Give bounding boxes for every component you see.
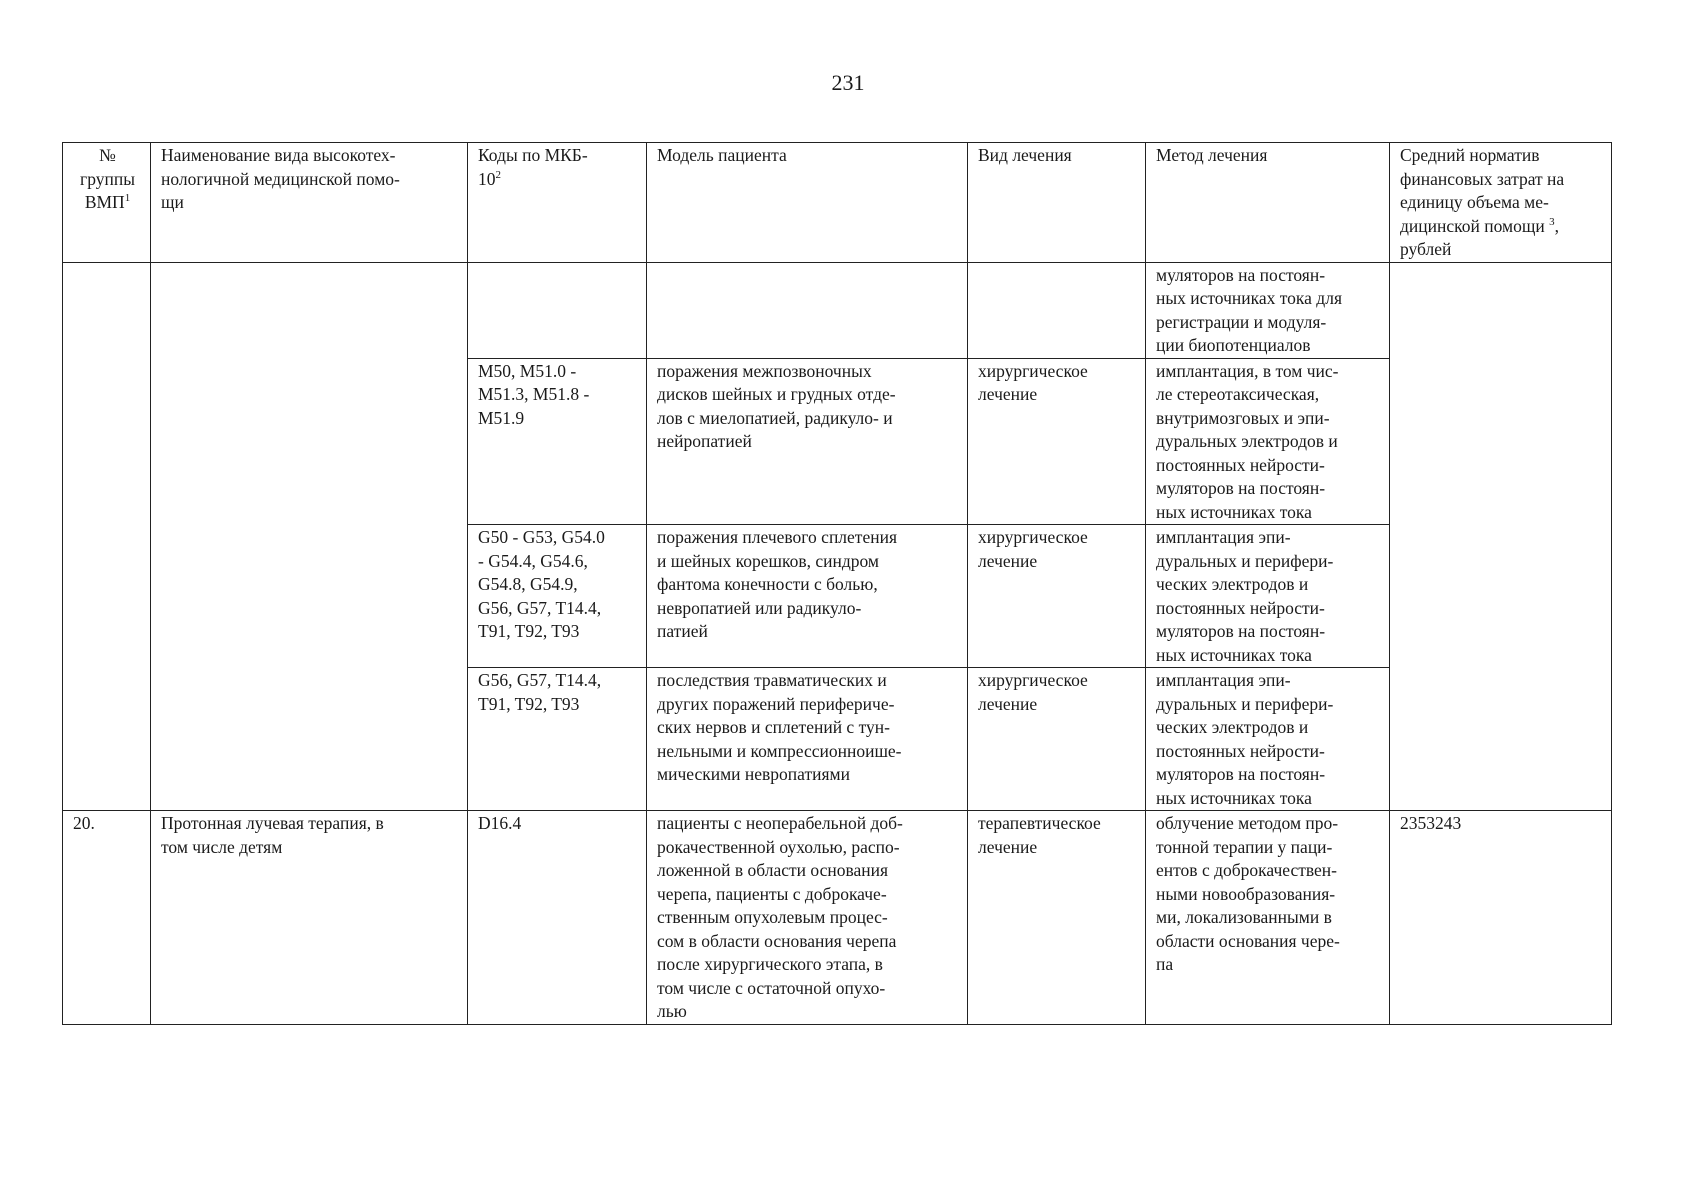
cell-icd-codes: D16.4: [468, 811, 647, 1025]
cell-group-no: [63, 262, 151, 811]
page-number: 231: [831, 70, 865, 95]
cell-treatment-method: имплантация, в том чис- ле стереотаксическая, внутримозговых и эпи- дуральных электродов и постоянных нейрости- муляторов на постоян- ных источниках тока: [1146, 358, 1390, 525]
cell-patient-model: пациенты с неоперабельной доб- рокачественной оухолью, распо- ложенной в области основания черепа, пациенты с доброкаче- ственным опухолевым процес- сом в области основания черепа после хирургического этапа, в том числе с остаточной опухо- лью: [647, 811, 968, 1025]
cell-patient-model: поражения межпозвоночных дисков шейных и грудных отде- лов с миелопатией, радикуло- и нейропатией: [647, 358, 968, 525]
cell-icd-codes: G50 - G53, G54.0 - G54.4, G54.6, G54.8, G54.9, G56, G57, T14.4, T91, T92, T93: [468, 525, 647, 668]
cell-icd-codes: M50, M51.0 - M51.3, M51.8 - M51.9: [468, 358, 647, 525]
cell-patient-model: поражения плечевого сплетения и шейных корешков, синдром фантома конечности с болью, невропатией или радикуло- патией: [647, 525, 968, 668]
cell-cost-norm: 2353243: [1390, 811, 1612, 1025]
cell-treatment-method: муляторов на постоян- ных источниках тока для регистрации и модуля- ции биопотенциалов: [1146, 262, 1390, 358]
table-header-row: [63, 143, 1612, 263]
table-row: [63, 811, 1612, 1025]
header-cost-norm: Средний норматив финансовых затрат на единицу объема ме- дицинской помощи $^3$, рублей: [1390, 143, 1612, 263]
header-treatment-type: Вид лечения: [968, 143, 1146, 263]
header-icd-codes: Коды по МКБ- $10^2$: [468, 143, 647, 263]
cell-patient-model: последствия травматических и других поражений перифериче- ских нервов и сплетений с тун- нельными и компрессионноише- мическими невропатиями: [647, 668, 968, 811]
cell-care-type: [151, 262, 468, 811]
cell-patient-model: [647, 262, 968, 358]
cell-treatment-method: имплантация эпи- дуральных и перифери- ческих электродов и постоянных нейрости- муляторов на постоян- ных источниках тока: [1146, 525, 1390, 668]
cell-group-no: 20.: [63, 811, 151, 1025]
vmp-table: [62, 142, 1612, 1025]
cell-cost-norm: [1390, 262, 1612, 811]
cell-icd-codes: G56, G57, T14.4, T91, T92, T93: [468, 668, 647, 811]
cell-treatment-method: имплантация эпи- дуральных и перифери- ческих электродов и постоянных нейрости- муляторов на постоян- ных источниках тока: [1146, 668, 1390, 811]
cell-treatment-type: терапевтическое лечение: [968, 811, 1146, 1025]
header-care-type: Наименование вида высокотех- нологичной медицинской помо- щи: [151, 143, 468, 263]
header-group-no: № группы ВМП$^1$: [63, 143, 151, 263]
cell-treatment-type: хирургическое лечение: [968, 358, 1146, 525]
cell-treatment-type: хирургическое лечение: [968, 525, 1146, 668]
cell-treatment-type: [968, 262, 1146, 358]
cell-treatment-method: облучение методом про- тонной терапии у паци- ентов с доброкачествен- ными новообразования- ми, локализованными в области основания чере- па: [1146, 811, 1390, 1025]
cell-care-type: Протонная лучевая терапия, в том числе детям: [151, 811, 468, 1025]
header-treatment-method: Метод лечения: [1146, 143, 1390, 263]
cell-treatment-type: хирургическое лечение: [968, 668, 1146, 811]
header-patient-model: Модель пациента: [647, 143, 968, 263]
cell-icd-codes: [468, 262, 647, 358]
table-row: [63, 262, 1612, 358]
